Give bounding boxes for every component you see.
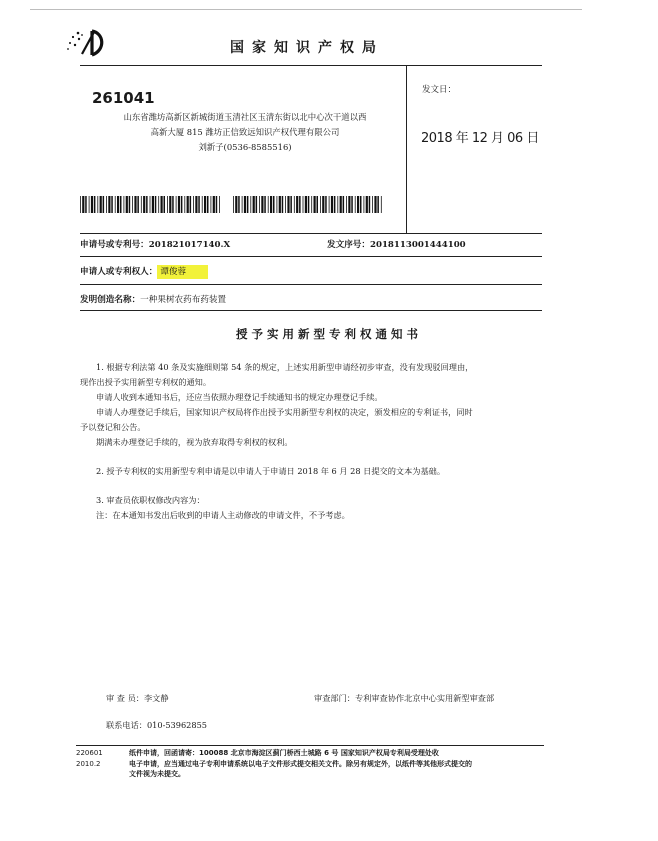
form-version: 2010.2 (76, 759, 101, 768)
recipient-postcode: 261041 (92, 89, 155, 107)
row-rule (80, 310, 542, 311)
address-line-2: 高新大厦 815 潍坊正信致远知识产权代理有限公司 (150, 127, 340, 137)
barcode-left (80, 196, 222, 213)
header-bottom-rule (80, 233, 542, 234)
paragraph-1-line-5: 予以登记和公告。 (80, 422, 146, 432)
dispatch-no (327, 238, 466, 250)
footer-note-line-1: 纸件申请，回函请寄：100088 北京市海淀区蓟门桥西土城路 6 号 国家知识产权局专利局受理处收 (129, 749, 439, 757)
notice-body (80, 360, 556, 523)
row-rule (80, 256, 542, 257)
contact-phone: 联系电话：010-53962855 (106, 720, 208, 730)
form-number: 220601 (76, 749, 103, 757)
examiner-name: 审 查 员：李文静 (106, 693, 169, 703)
paragraph-1-line-1: 1. 根据专利法第 40 条及实施细则第 54 条的规定，上述实用新型申请经初步审查，没有发现驳回理由， (96, 362, 474, 372)
paragraph-3-note: 注：在本通知书发出后收到的申请人主动修改的申请文件，不予考虑。 (96, 510, 350, 520)
recipient-address (90, 110, 400, 155)
invention-label: 发明创造名称： (80, 295, 141, 305)
recipient-contact: 刘新子(0536-8585516) (198, 142, 292, 152)
paragraph-3-line-1: 3. 审查员依职权修改内容为： (96, 495, 205, 505)
paragraph-1-line-2: 现作出授予实用新型专利权的通知。 (80, 377, 212, 387)
application-row (80, 238, 542, 250)
issue-date-value: 2018 年 12 月 06 日 (421, 131, 539, 146)
footer-note-line-2: 电子申请，应当通过电子专利申请系统以电子文件形式提交相关文件。除另有规定外，以纸件等其他形式提交的 (129, 759, 472, 768)
notice-title: 授予实用新型专利权通知书 (236, 327, 422, 341)
issue-date-label: 发文日： (422, 85, 457, 95)
applicant-label: 申请人或专利权人： (80, 267, 158, 277)
paragraph-1-line-6: 期满未办理登记手续的，视为放弃取得专利权的权利。 (96, 437, 293, 447)
application-no-value: 201821017140.X (148, 240, 231, 250)
form-code (76, 748, 103, 769)
paragraph-2: 2. 授予专利权的实用新型专利申请是以申请人于申请日 2018 年 6 月 28 日提交的文本为基础。 (96, 466, 446, 476)
header-top-rule (80, 65, 542, 66)
applicant-row (80, 265, 542, 277)
applicant-value-highlighted: 谭俊蓉 (157, 265, 208, 279)
address-line-1: 山东省潍坊高新区新城街道玉清社区玉清东街以北中心次干道以西 (123, 112, 367, 122)
barcode-right (233, 196, 383, 213)
row-rule (80, 284, 542, 285)
application-no-label: 申请号或专利号： (80, 240, 149, 250)
footer-note (129, 748, 547, 780)
dispatch-no-label: 发文序号： (327, 240, 370, 250)
dispatch-no-value: 2018113001444100 (369, 240, 466, 250)
footer-rule (76, 745, 544, 746)
invention-row (80, 293, 542, 305)
examination-department: 审查部门：专利审查协作北京中心实用新型审查部 (314, 693, 495, 703)
paragraph-1-line-4: 申请人办理登记手续后，国家知识产权局将作出授予实用新型专利权的决定，颁发相应的专利证书，同时 (96, 407, 473, 417)
header-divider (406, 65, 407, 233)
footer-note-line-3: 文件视为未提交。 (129, 770, 185, 778)
invention-value: 一种果树农药布药装置 (140, 295, 227, 305)
page-top-rule (30, 9, 582, 10)
cnipa-logo-icon (64, 28, 110, 58)
office-title: 国家知识产权局 (230, 40, 384, 56)
paragraph-1-line-3: 申请人收到本通知书后，还应当依照办理登记手续通知书的规定办理登记手续。 (96, 392, 383, 402)
